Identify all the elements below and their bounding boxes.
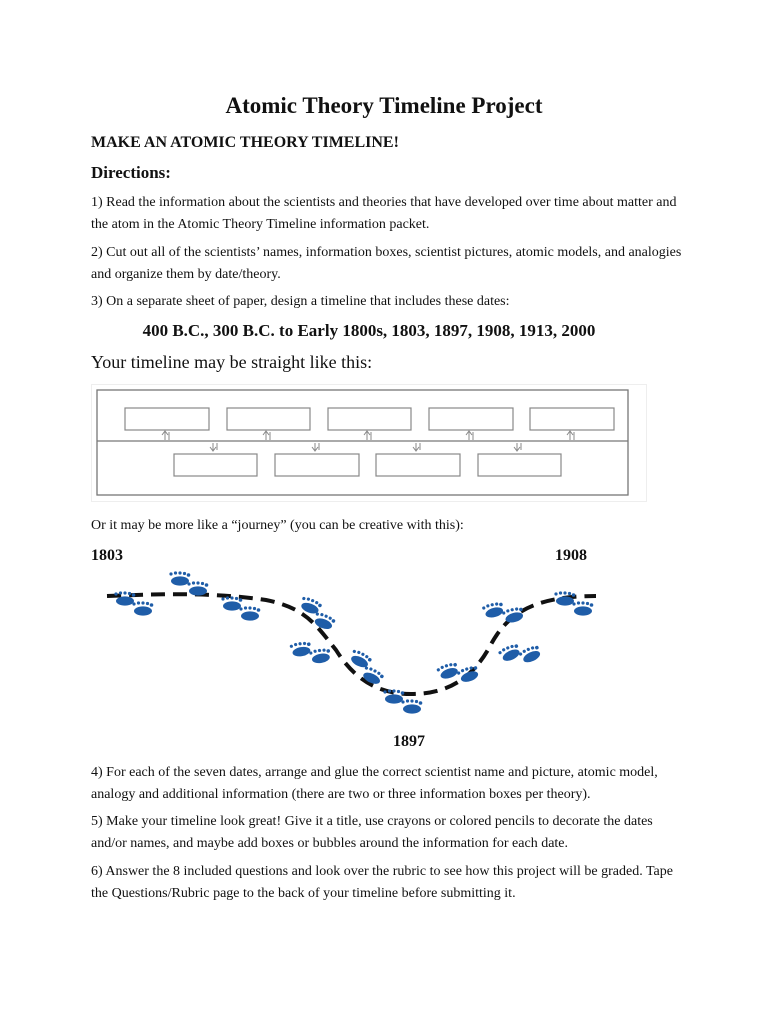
year-label-left: 1803 <box>91 547 123 564</box>
journey-timeline-label: Or it may be more like a “journey” (you can be creative with this): <box>91 518 464 533</box>
year-label-right: 1908 <box>555 547 587 564</box>
step-1: 1) Read the information about the scientists and theories that have developed over time about matter and the atom in the Atomic Theory Timeline information packet. <box>91 195 677 232</box>
top-box <box>530 408 614 430</box>
top-box <box>125 408 209 430</box>
footprints-icon <box>497 635 542 673</box>
footprints-icon <box>295 596 340 632</box>
year-label-bottom: 1897 <box>393 733 425 750</box>
directions-heading: Directions: <box>91 163 171 182</box>
step-5: 5) Make your timeline look great! Give it a title, use crayons or colored pencils to decorate the dates and/or names, and maybe add boxes or bubbles around the information for each date. <box>91 814 653 851</box>
subheading: MAKE AN ATOMIC THEORY TIMELINE! <box>91 134 399 151</box>
bottom-box <box>174 454 257 476</box>
diagram-background <box>92 385 647 502</box>
footprints-icon <box>289 637 332 668</box>
step-6: 6) Answer the 8 included questions and look over the rubric to see how this project will be graded. Tape the Questions/Rubric page to the back of your timeline before submitting it. <box>91 864 673 901</box>
top-box <box>328 408 411 430</box>
bottom-box <box>478 454 561 476</box>
straight-timeline-label: Your timeline may be straight like this: <box>91 352 373 372</box>
step-4: 4) For each of the seven dates, arrange and glue the correct scientist name and picture, atomic model, analogy and additional information (there are two or three information boxes per theory). <box>91 765 658 802</box>
footprints-icon <box>436 655 481 691</box>
required-dates: 400 B.C., 300 B.C. to Early 1800s, 1803, 1897, 1908, 1913, 2000 <box>142 321 596 340</box>
bottom-box <box>376 454 460 476</box>
step-3: 3) On a separate sheet of paper, design a timeline that includes these dates: <box>91 294 510 309</box>
top-boxes <box>125 408 614 430</box>
footprints-icon <box>169 571 208 595</box>
step-2: 2) Cut out all of the scientists’ names, information boxes, scientist pictures, atomic models, and analogies and organize them by date/theory. <box>91 245 682 282</box>
top-box <box>429 408 513 430</box>
bottom-box <box>275 454 359 476</box>
journey-timeline-diagram <box>91 570 611 720</box>
page-title: Atomic Theory Timeline Project <box>225 93 543 118</box>
straight-timeline-diagram <box>91 384 647 502</box>
top-box <box>227 408 310 430</box>
footprints-icon <box>221 596 260 620</box>
